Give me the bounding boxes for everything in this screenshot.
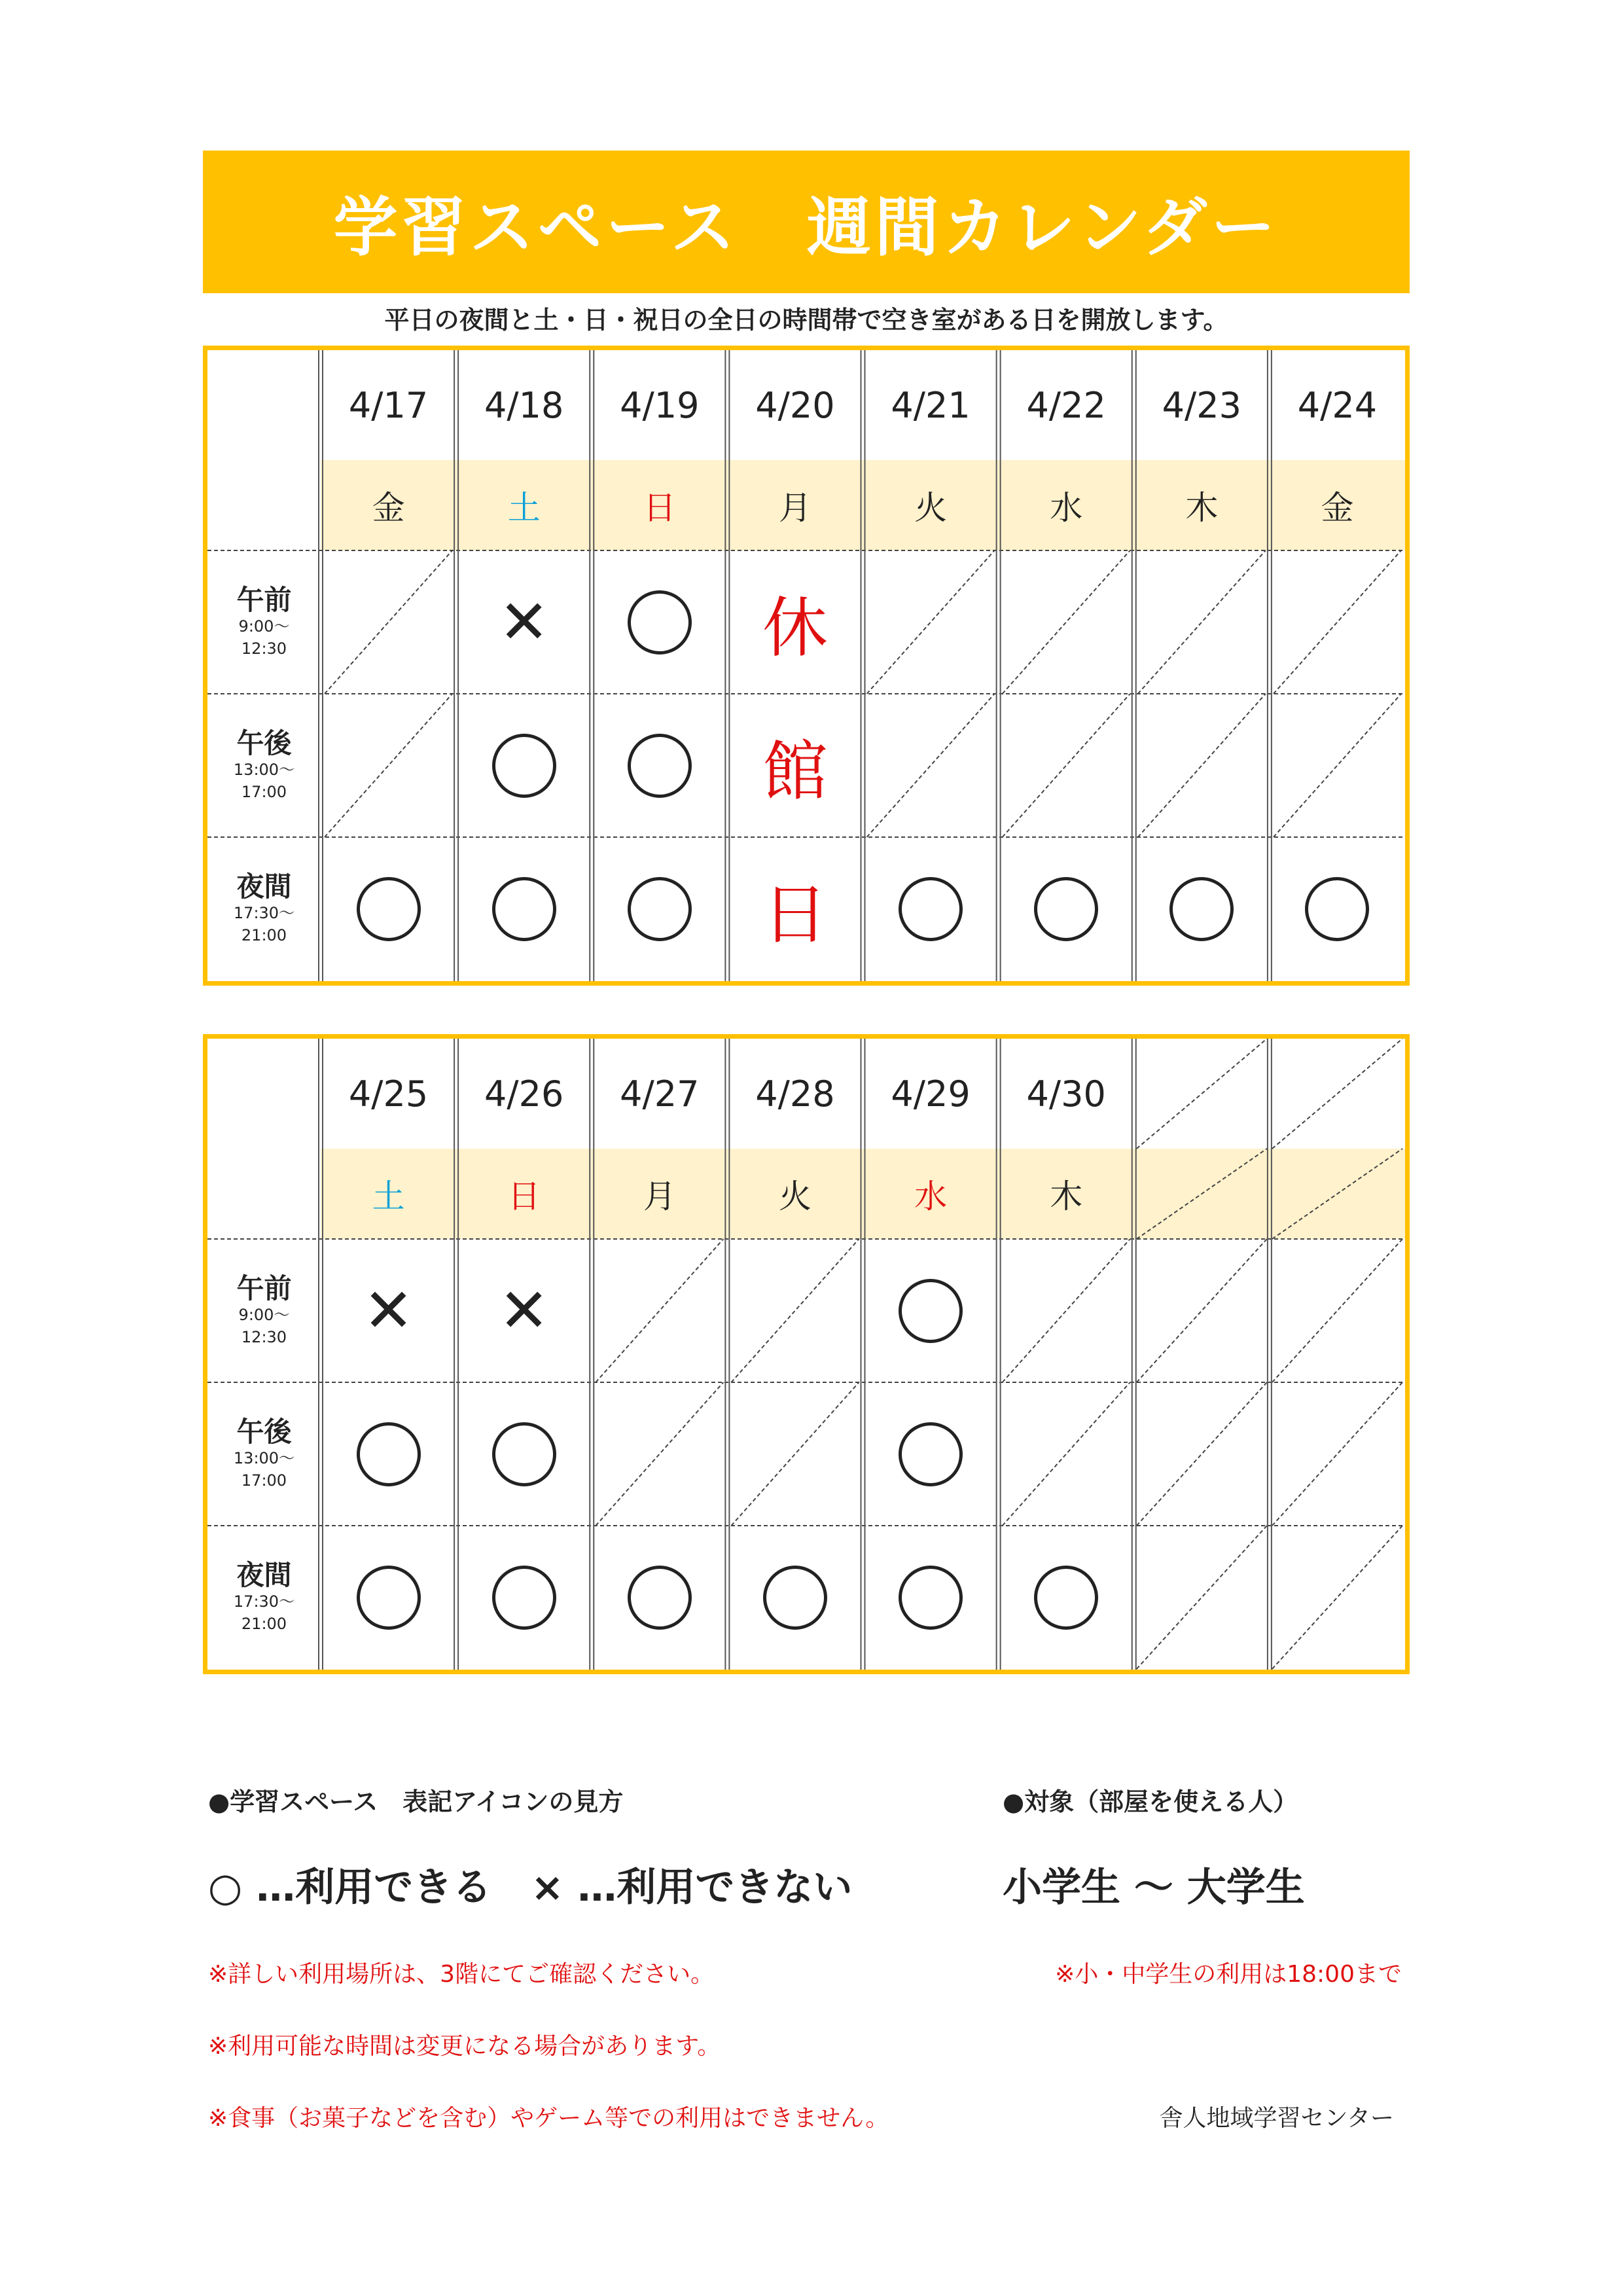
day-of-week: 水 — [914, 1177, 948, 1215]
slot-cell — [727, 1526, 863, 1669]
available-circle-icon — [492, 877, 556, 941]
closed-day-cell — [727, 550, 863, 694]
day-date: 4/27 — [620, 1073, 700, 1115]
slot-cell — [999, 1239, 1134, 1382]
available-circle-icon — [899, 1566, 963, 1630]
legend-heading: ●学習スペース 表記アイコンの見方 — [208, 1787, 624, 1816]
day-of-week: 日 — [507, 1177, 541, 1215]
slot-cell — [1270, 550, 1405, 694]
day-of-week: 土 — [507, 489, 541, 527]
day-of-week: 月 — [778, 489, 812, 527]
slot-cell — [999, 550, 1134, 694]
day-date: 4/18 — [484, 384, 564, 426]
slot-cell — [863, 694, 999, 837]
slot-cell — [321, 1382, 456, 1526]
slot-cell — [727, 1382, 863, 1526]
available-circle-icon — [1169, 877, 1234, 941]
available-circle-icon — [628, 734, 692, 798]
available-circle-icon — [1034, 1566, 1098, 1630]
period-name: 午後 — [236, 1415, 292, 1448]
page-title: 学習スペース 週間カレンダー — [333, 190, 1279, 265]
period-name: 夜間 — [236, 1558, 292, 1591]
day-date: 4/22 — [1026, 384, 1106, 426]
day-date: 4/19 — [620, 384, 700, 426]
available-circle-icon — [1305, 877, 1369, 941]
available-circle-icon — [899, 1279, 963, 1343]
slot-cell — [456, 1382, 592, 1526]
closed-day-char: 休 — [762, 589, 828, 666]
available-circle-icon — [899, 877, 963, 941]
day-of-week: 日 — [643, 489, 676, 527]
slot-cell — [592, 837, 727, 980]
title-banner — [203, 151, 1410, 293]
slot-cell — [321, 1239, 456, 1382]
period-label — [207, 694, 321, 837]
slot-cell — [727, 1239, 863, 1382]
note-location: ※詳しい利用場所は、3階にてご確認ください。 — [208, 1961, 715, 1988]
period-time-end: 12:30 — [241, 639, 287, 658]
slot-cell — [1134, 837, 1270, 980]
available-circle-icon — [492, 1566, 556, 1630]
slot-cell — [321, 837, 456, 980]
slot-cell — [999, 694, 1134, 837]
period-time-end: 21:00 — [241, 1614, 287, 1633]
period-time-start: 13:00～ — [233, 1449, 295, 1468]
period-time-start: 13:00～ — [233, 761, 295, 780]
available-circle-icon — [357, 1566, 421, 1630]
slot-cell — [1270, 694, 1405, 837]
slot-cell — [1270, 837, 1405, 980]
slot-cell — [863, 550, 999, 694]
day-of-week: 金 — [372, 489, 405, 527]
calendar-week-1 — [203, 346, 1410, 986]
target-heading: ●対象（部屋を使える人） — [1003, 1787, 1298, 1816]
available-circle-icon — [492, 1422, 556, 1486]
unavailable-cross-icon: ✕ — [499, 1275, 550, 1346]
period-time-end: 12:30 — [241, 1327, 287, 1346]
day-date: 4/17 — [348, 384, 429, 426]
available-circle-icon — [357, 877, 421, 941]
day-date: 4/23 — [1162, 384, 1241, 426]
period-name: 夜間 — [236, 870, 292, 903]
slot-cell — [999, 1526, 1134, 1669]
slot-cell — [592, 1239, 727, 1382]
slot-cell — [321, 550, 456, 694]
period-label — [207, 837, 321, 980]
slot-cell — [321, 694, 456, 837]
available-circle-icon — [899, 1422, 963, 1486]
slot-cell — [456, 1526, 592, 1669]
day-of-week: 金 — [1321, 489, 1354, 527]
slot-cell — [456, 1239, 592, 1382]
calendar-week-2 — [203, 1034, 1410, 1674]
available-circle-icon — [763, 1566, 827, 1630]
day-date: 4/30 — [1026, 1073, 1106, 1115]
period-time-end: 21:00 — [241, 925, 287, 944]
day-of-week: 火 — [914, 489, 948, 527]
period-label — [207, 550, 321, 694]
day-date: 4/25 — [348, 1073, 429, 1115]
available-circle-icon — [628, 590, 692, 655]
slot-cell — [456, 550, 592, 694]
available-circle-icon — [492, 734, 556, 798]
day-of-week: 月 — [643, 1177, 676, 1215]
slot-cell — [592, 1526, 727, 1669]
period-time-end: 17:00 — [241, 1471, 287, 1490]
day-date: 4/29 — [891, 1073, 971, 1115]
legend-icons: ○ …利用できる × …利用できない — [208, 1865, 853, 1910]
day-of-week: 土 — [372, 1177, 405, 1215]
day-date: 4/20 — [755, 384, 835, 426]
period-name: 午後 — [236, 726, 292, 759]
day-date: 4/21 — [891, 384, 971, 426]
closed-day-cell — [727, 837, 863, 980]
day-date: 4/24 — [1297, 384, 1378, 426]
slot-cell — [999, 1382, 1134, 1526]
target-value: 小学生 ～ 大学生 — [1003, 1865, 1305, 1910]
day-of-week: 水 — [1050, 489, 1083, 527]
slot-cell — [321, 1526, 456, 1669]
available-circle-icon — [628, 1566, 692, 1630]
unavailable-cross-icon: ✕ — [499, 586, 550, 657]
day-of-week: 木 — [1050, 1177, 1083, 1215]
period-time-start: 9:00～ — [238, 1306, 290, 1325]
slot-cell — [1134, 550, 1270, 694]
day-of-week: 木 — [1185, 489, 1219, 527]
slot-cell — [1134, 694, 1270, 837]
period-label — [207, 1382, 321, 1526]
period-time-start: 9:00～ — [238, 617, 290, 636]
period-name: 午前 — [236, 583, 292, 616]
slot-cell — [456, 837, 592, 980]
slot-cell — [863, 1239, 999, 1382]
period-name: 午前 — [236, 1272, 292, 1304]
day-of-week: 火 — [778, 1177, 812, 1215]
note-no-food: ※食事（お菓子などを含む）やゲーム等での利用はできません。 — [208, 2105, 889, 2132]
period-label — [207, 1239, 321, 1382]
note-age-limit: ※小・中学生の利用は18:00まで — [1055, 1961, 1402, 1988]
note-time-change: ※利用可能な時間は変更になる場合があります。 — [208, 2033, 721, 2060]
available-circle-icon — [357, 1422, 421, 1486]
slot-cell — [456, 694, 592, 837]
period-label — [207, 1526, 321, 1669]
closed-day-cell — [727, 694, 863, 837]
closed-day-char: 館 — [762, 732, 828, 810]
period-time-start: 17:30～ — [233, 904, 295, 923]
slot-cell — [863, 1382, 999, 1526]
slot-cell — [999, 837, 1134, 980]
day-date: 4/28 — [755, 1073, 835, 1115]
slot-cell — [592, 1382, 727, 1526]
slot-cell — [863, 837, 999, 980]
slot-cell — [863, 1526, 999, 1669]
closed-day-char: 日 — [762, 876, 828, 953]
period-time-end: 17:00 — [241, 782, 287, 801]
period-time-start: 17:30～ — [233, 1592, 295, 1611]
available-circle-icon — [628, 877, 692, 941]
slot-cell — [592, 550, 727, 694]
subtitle: 平日の夜間と土・日・祝日の全日の時間帯で空き室がある日を開放します。 — [384, 306, 1228, 334]
available-circle-icon — [1034, 877, 1098, 941]
unavailable-cross-icon: ✕ — [363, 1275, 414, 1346]
slot-cell — [592, 694, 727, 837]
day-date: 4/26 — [484, 1073, 564, 1115]
organization-name: 舎人地域学習センター — [1159, 2105, 1394, 2132]
